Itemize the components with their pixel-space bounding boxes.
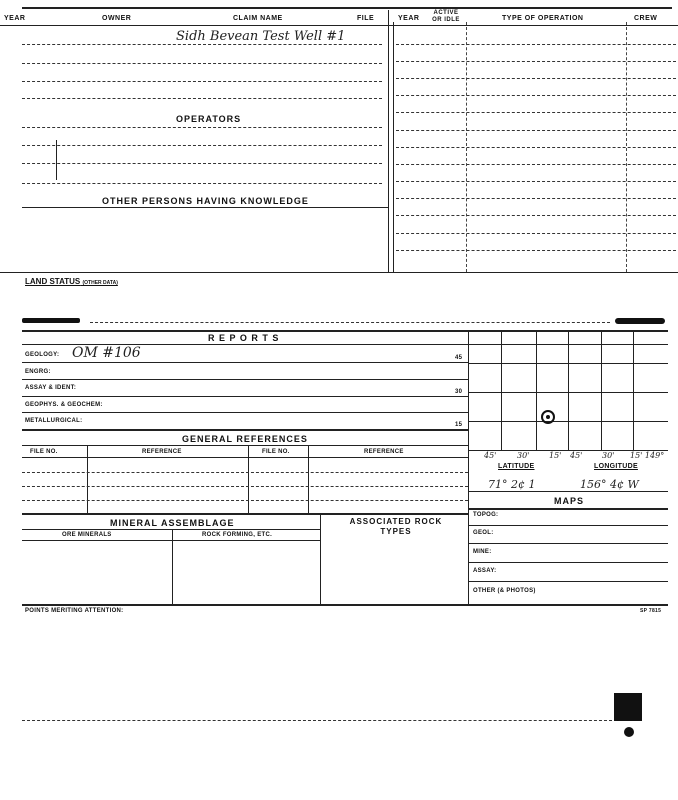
- gen-ref-rule: [22, 457, 468, 458]
- scan-line: [90, 322, 610, 323]
- report-row-line: [22, 412, 468, 413]
- ops-row-line: [396, 78, 676, 79]
- maps-row-line: [468, 543, 668, 544]
- gen-ref-col-file-no: FILE NO.: [30, 449, 58, 455]
- location-grid-line: [468, 363, 668, 364]
- tick-label: 45': [570, 451, 583, 460]
- maps-row-line: [468, 525, 668, 526]
- gen-ref-row-line: [22, 500, 468, 501]
- latitude-label: LATITUDE: [498, 463, 535, 470]
- location-bottom-rule: [468, 491, 668, 492]
- gen-ref-row-line: [22, 472, 468, 473]
- bottom-rule: [22, 604, 668, 606]
- gen-ref-col-reference: REFERENCE: [142, 449, 182, 455]
- header-year-2: YEAR: [398, 15, 420, 22]
- ink-blot: [615, 318, 665, 324]
- other-persons-heading: OTHER PERSONS HAVING KNOWLEDGE: [102, 196, 309, 206]
- ops-row-line: [396, 147, 676, 148]
- ops-row-line: [396, 61, 676, 62]
- maps-row-line: [468, 562, 668, 563]
- operator-tick: [56, 140, 57, 180]
- header-crew: CREW: [634, 15, 658, 22]
- report-row-line: [22, 396, 468, 397]
- header-file: FILE: [357, 15, 375, 22]
- header-owner: OWNER: [102, 15, 132, 22]
- mineral-rule: [22, 540, 320, 541]
- general-references-heading: GENERAL REFERENCES: [182, 434, 308, 444]
- ops-row-line: [396, 164, 676, 165]
- operator-row-line: [22, 145, 382, 146]
- header-underline: [0, 25, 678, 26]
- other-persons-underline: [22, 207, 388, 208]
- maps-row-assay: ASSAY:: [473, 568, 497, 574]
- operators-heading: OPERATORS: [176, 114, 242, 124]
- report-row-line: [22, 379, 468, 380]
- location-grid-line: [601, 330, 602, 450]
- mineral-rule: [22, 529, 320, 530]
- tick-label: 15': [549, 451, 562, 460]
- owner-row-line: [22, 81, 382, 82]
- associated-rock-types-heading: ASSOCIATED ROCK TYPES: [349, 517, 443, 536]
- header-claim-name: CLAIM NAME: [233, 15, 283, 22]
- report-row-line: [22, 429, 468, 431]
- gen-ref-rule: [22, 445, 468, 446]
- owner-row-line: [22, 63, 382, 64]
- header-active-idle: ACTIVE OR IDLE: [432, 10, 460, 23]
- mineral-divider: [172, 529, 173, 604]
- location-marker-icon: [541, 410, 555, 424]
- maps-row-geol: GEOL:: [473, 530, 494, 536]
- ops-row-line: [396, 215, 676, 216]
- divider-file: [388, 10, 389, 272]
- reports-top-rule: [22, 330, 668, 332]
- tick-label: 45': [484, 451, 497, 460]
- maps-row-line: [468, 581, 668, 582]
- tick-label: 30': [517, 451, 530, 460]
- ink-blot: [22, 318, 80, 323]
- mineral-divider: [320, 513, 321, 604]
- gen-ref-col-reference-2: REFERENCE: [364, 449, 404, 455]
- mineral-assemblage-heading: MINERAL ASSEMBLAGE: [110, 518, 235, 528]
- maps-heading: MAPS: [554, 496, 585, 506]
- ops-row-line: [396, 112, 676, 113]
- gen-ref-bottom-rule: [22, 513, 468, 515]
- maps-row-other: OTHER (& PHOTOS): [473, 588, 536, 594]
- claim-name-handwritten: Sidh Bevean Test Well #1: [176, 29, 346, 44]
- latitude-value: 71° 2¢ 1: [488, 478, 536, 491]
- points-meriting-attention: POINTS MERITING ATTENTION:: [25, 608, 124, 614]
- header-year: YEAR: [4, 15, 26, 22]
- operator-row-line: [22, 183, 382, 184]
- gen-ref-row-line: [22, 486, 468, 487]
- ops-row-line: [396, 233, 676, 234]
- reports-heading: R E P O R T S: [208, 333, 280, 343]
- location-grid-line: [633, 330, 634, 450]
- longitude-value: 156° 4¢ W: [580, 478, 639, 491]
- ops-row-line: [396, 44, 676, 45]
- rock-forming-heading: ROCK FORMING, ETC.: [202, 532, 273, 538]
- maps-row-mine: MINE:: [473, 549, 492, 555]
- geology-value: OM #106: [72, 345, 141, 361]
- location-grid-line: [536, 330, 537, 450]
- gen-ref-divider: [248, 445, 249, 513]
- ops-row-line: [396, 250, 676, 251]
- gen-ref-col-file-no-2: FILE NO.: [262, 449, 290, 455]
- ops-row-line: [396, 130, 676, 131]
- operator-row-line: [22, 163, 382, 164]
- ops-row-line: [396, 198, 676, 199]
- top-border: [22, 7, 672, 9]
- owner-row-line: [22, 44, 382, 45]
- ops-row-line: [396, 95, 676, 96]
- tick-label: 30': [602, 451, 615, 460]
- reports-right-border: [468, 330, 469, 516]
- location-grid-line: [568, 330, 569, 450]
- longitude-label: LONGITUDE: [594, 463, 638, 470]
- gen-ref-divider: [87, 445, 88, 513]
- registration-mark: [614, 693, 642, 721]
- registration-dot: [624, 727, 634, 737]
- land-status-heading: LAND STATUS (OTHER DATA): [25, 277, 118, 286]
- report-row-line: [22, 362, 468, 363]
- maps-row-topog: TOPOG:: [473, 512, 499, 518]
- ops-row-line: [396, 181, 676, 182]
- maps-rule: [468, 508, 668, 510]
- header-type-of-operation: TYPE OF OPERATION: [502, 15, 584, 22]
- location-grid-line: [501, 330, 502, 450]
- location-grid-line: [468, 392, 668, 393]
- ore-minerals-heading: ORE MINERALS: [62, 532, 112, 538]
- divider-year: [393, 22, 394, 272]
- gen-ref-divider: [308, 445, 309, 513]
- operator-row-line: [22, 127, 382, 128]
- scan-line: [22, 720, 612, 721]
- land-status-rule: [0, 272, 678, 273]
- owner-row-line: [22, 98, 382, 99]
- form-code: SP 7815: [640, 608, 662, 614]
- location-grid-line: [468, 421, 668, 422]
- tick-label: 15' 149°: [630, 451, 665, 460]
- maps-left-border: [468, 508, 469, 604]
